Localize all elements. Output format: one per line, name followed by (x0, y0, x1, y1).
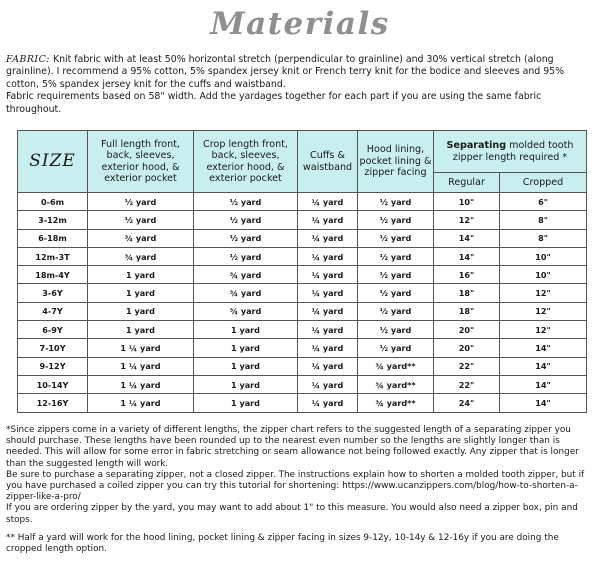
table-cell: 1 yard (194, 357, 298, 375)
table-row (18, 302, 587, 320)
half-yard-note: ** Half a yard will work for the hood lining, pocket lining & zipper facing in sizes 9-12y, 10-14y & 12-16y if you are doing the cropped length option. (6, 532, 559, 555)
table-cell: 1 ¼ yard (88, 394, 194, 412)
table-cell: ¾ yard** (358, 394, 434, 412)
table-cell: ½ yard (194, 211, 298, 229)
table-cell: 14" (500, 375, 587, 393)
fabric-text: Knit fabric with at least 50% horizontal stretch (perpendicular to grainline) and 30% vertical stretch (along grainline). I recommend a 95% cotton, 5% spandex jersey knit or French terry knit for the bodice and sleeves and 95% cotton, 5% spandex jersey knit for the cuffs and waistband. (6, 54, 565, 90)
table-cell: 1 ¼ yard (88, 375, 194, 393)
table-cell: ¼ yard (298, 302, 358, 320)
table-cell: ½ yard (358, 247, 434, 265)
table-cell: 12" (500, 302, 587, 320)
table-cell: ¾ yard (88, 247, 194, 265)
table-cell: 8" (500, 211, 587, 229)
table-cell: ¾ yard (194, 284, 298, 302)
materials-table (17, 130, 587, 413)
table-cell: ½ yard (88, 211, 194, 229)
table-cell: 1 yard (194, 375, 298, 393)
table-row (18, 394, 587, 412)
table-cell: ¼ yard (298, 284, 358, 302)
table-cell: 14" (500, 357, 587, 375)
table-cell: 20" (434, 321, 500, 339)
size-cell: 6-9Y (18, 321, 88, 339)
table-cell: ¼ yard (298, 193, 358, 211)
table-cell: 1 ¼ yard (88, 339, 194, 357)
table-cell: 10" (434, 193, 500, 211)
table-cell: ¾ yard (194, 266, 298, 284)
cropped-subheader: Cropped (500, 173, 587, 193)
table-row (18, 339, 587, 357)
crop-length-header: Crop length front, back, sleeves, exterior hood, & exterior pocket (194, 131, 298, 193)
table-row (18, 321, 587, 339)
table-cell: ½ yard (194, 247, 298, 265)
table-row (18, 229, 587, 247)
table-cell: 18" (434, 302, 500, 320)
fabric-description (6, 54, 596, 91)
size-cell: 18m-4Y (18, 266, 88, 284)
table-cell: ¼ yard (298, 266, 358, 284)
table-cell: 20" (434, 339, 500, 357)
size-cell: 4-7Y (18, 302, 88, 320)
size-cell: 3-12m (18, 211, 88, 229)
table-cell: 22" (434, 357, 500, 375)
size-cell: 12-16Y (18, 394, 88, 412)
regular-subheader: Regular (434, 173, 500, 193)
table-row (18, 193, 587, 211)
table-cell: 6" (500, 193, 587, 211)
table-cell: ¼ yard (298, 247, 358, 265)
page-title: Materials (210, 6, 390, 42)
table-cell: ½ yard (358, 211, 434, 229)
table-cell: 1 yard (194, 321, 298, 339)
table-cell: 14" (500, 394, 587, 412)
hood-lining-header: Hood lining, pocket lining & zipper facing (358, 131, 434, 193)
table-cell: 14" (434, 247, 500, 265)
table-cell: ¼ yard (298, 321, 358, 339)
table-cell: 12" (434, 211, 500, 229)
table-cell: 1 yard (88, 266, 194, 284)
table-cell: 1 yard (88, 321, 194, 339)
table-cell: ½ yard (358, 193, 434, 211)
table-row (18, 211, 587, 229)
table-cell: ½ yard (358, 339, 434, 357)
table-cell: ½ yard (88, 193, 194, 211)
table-cell: 12" (500, 321, 587, 339)
table-cell: 1 yard (194, 339, 298, 357)
table-cell: ¼ yard (298, 211, 358, 229)
zipper-header-rest: molded tooth zipper length required * (452, 140, 574, 163)
table-cell: ¾ yard** (358, 357, 434, 375)
table-cell: 22" (434, 375, 500, 393)
table-cell: 16" (434, 266, 500, 284)
table-cell: ¼ yard (298, 229, 358, 247)
table-cell: ¼ yard (298, 375, 358, 393)
table-cell: ½ yard (358, 302, 434, 320)
table-cell: 14" (500, 339, 587, 357)
table-cell: 14" (434, 229, 500, 247)
table-cell: ¼ yard (298, 357, 358, 375)
table-cell: ½ yard (358, 229, 434, 247)
separating-zipper-note: Be sure to purchase a separating zipper, not a closed zipper. The instructions explain how to shorten a molded tooth zipper, but if you have purchased a coiled zipper you can try this tutorial for shortening: https://www.ucanzippers.com/blog/how-to-shorten-a-zipper-like-a-pro/ (6, 469, 585, 503)
table-cell: 1 yard (88, 284, 194, 302)
table-row (18, 247, 587, 265)
table-cell: ½ yard (358, 321, 434, 339)
size-cell: 3-6Y (18, 284, 88, 302)
table-cell: 10" (500, 266, 587, 284)
zipper-length-header (434, 131, 587, 173)
table-cell: ½ yard (358, 284, 434, 302)
table-cell: 1 yard (88, 302, 194, 320)
size-cell: 7-10Y (18, 339, 88, 357)
table-cell: ¾ yard** (358, 375, 434, 393)
table-cell: 24" (434, 394, 500, 412)
size-cell: 6-18m (18, 229, 88, 247)
table-cell: 18" (434, 284, 500, 302)
fabric-intro (6, 54, 596, 116)
table-cell: 1 yard (194, 394, 298, 412)
table-row (18, 375, 587, 393)
table-cell: ¾ yard (88, 229, 194, 247)
table-cell: ½ yard (358, 266, 434, 284)
table-cell: ¾ yard (194, 302, 298, 320)
zipper-header-bold: Separating (446, 140, 507, 151)
size-cell: 9-12Y (18, 357, 88, 375)
notes-section (6, 425, 596, 555)
table-cell: ½ yard (194, 193, 298, 211)
table-cell: ¼ yard (298, 394, 358, 412)
fabric-requirements: Fabric requirements based on 58" width. Add the yardages together for each part if you are using the same fabric throughout. (6, 91, 542, 115)
size-column-header: SIZE (18, 131, 88, 193)
zipper-by-yard-note: If you are ordering zipper by the yard, you may want to add about 1" to this measure. You would also need a zipper box, pin and stops. (6, 503, 578, 525)
table-cell: ¼ yard (298, 339, 358, 357)
table-row (18, 357, 587, 375)
size-cell: 12m-3T (18, 247, 88, 265)
table-cell: 12" (500, 284, 587, 302)
table-row (18, 266, 587, 284)
size-cell: 10-14Y (18, 375, 88, 393)
zipper-length-note: *Since zippers come in a variety of different lengths, the zipper chart refers to the suggested length of a separating zipper you should purchase. These lengths have been rounded up to the nearest even number so the lengths are slightly longer than is needed. This will allow for some error in fabric stretching or seam allowance not being followed exactly. Any zipper that is longer than the suggested length will work. (6, 425, 579, 469)
table-cell: 10" (500, 247, 587, 265)
size-cell: 0-6m (18, 193, 88, 211)
table-body (18, 193, 587, 413)
table-cell: ½ yard (194, 229, 298, 247)
table-row (18, 284, 587, 302)
table-cell: 1 ¼ yard (88, 357, 194, 375)
cuffs-waistband-header: Cuffs & waistband (298, 131, 358, 193)
table-cell: 8" (500, 229, 587, 247)
fabric-label: FABRIC: (6, 54, 50, 65)
full-length-header: Full length front, back, sleeves, exterior hood, & exterior pocket (88, 131, 194, 193)
